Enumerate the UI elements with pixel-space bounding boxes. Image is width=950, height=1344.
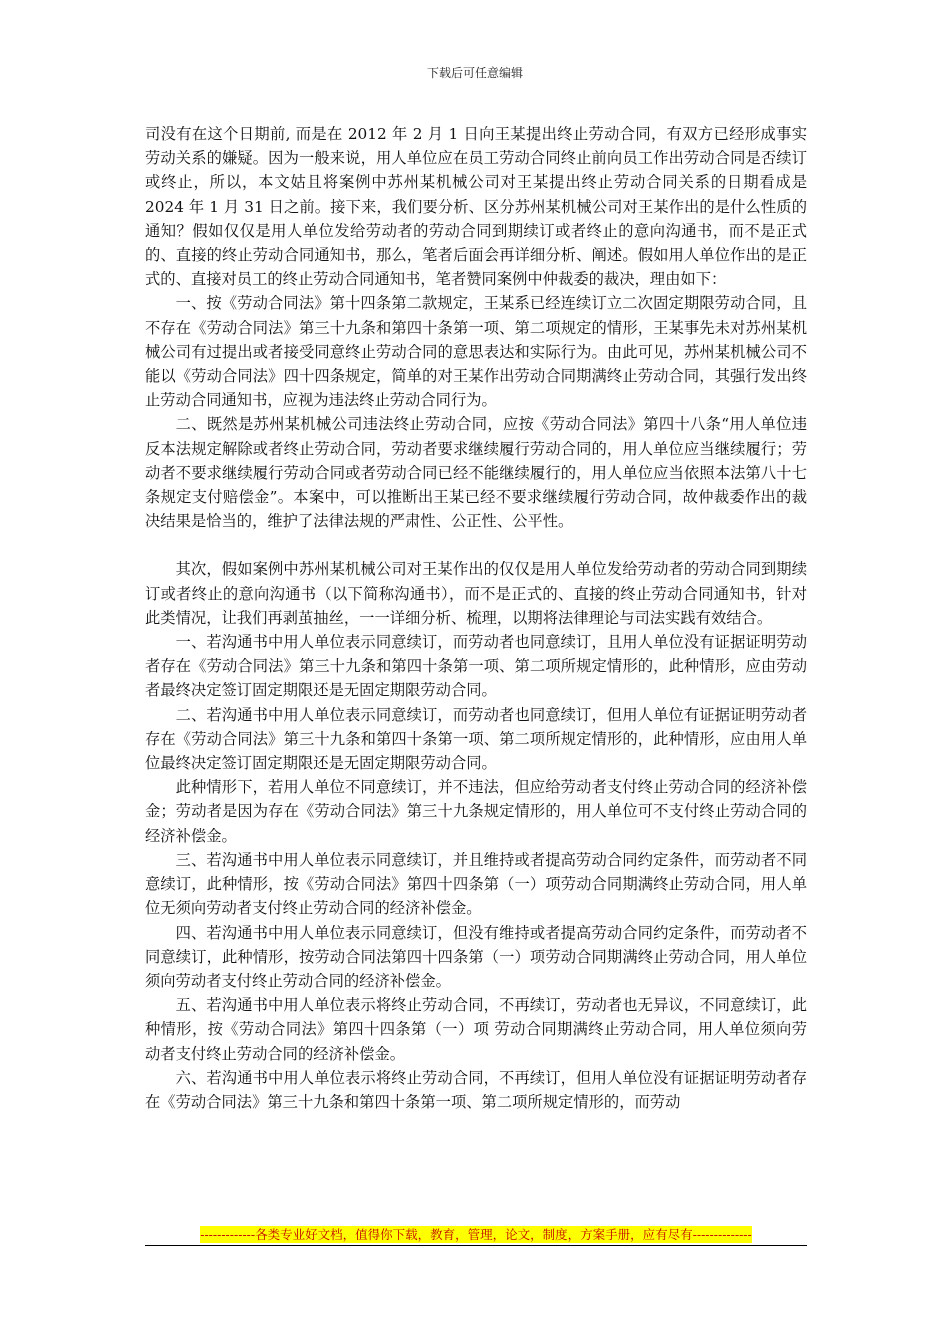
footer-banner	[145, 1226, 807, 1244]
paragraph-2: 一、按《劳动合同法》第十四条第二款规定，王某系已经连续订立二次固定期限劳动合同，且不存在《劳动合同法》第三十九条和第四十条第一项、第二项规定的情形，王某事先未对苏州某机械公司有过提出或者接受同意终止劳动合同的意思表达和实际行为。由此可见，苏州某机械公司不能以《劳动合同法》四十四条规定，简单的对王某作出劳动合同期满终止劳动合同，其强行发出终止劳动合同通知书，应视为违法终止劳动合同行为。	[145, 294, 807, 410]
paragraph-6: 二、若沟通书中用人单位表示同意续订，而劳动者也同意续订，但用人单位有证据证明劳动者存在《劳动合同法》第三十九条和第四十条第一项、第二项所规定情形的，此种情形，应由用人单位最终决定签订固定期限还是无固定期限劳动合同。	[145, 705, 807, 773]
paragraph-7: 此种情形下，若用人单位不同意续订，并不违法，但应给劳动者支付终止劳动合同的经济补偿金；劳动者是因为存在《劳动合同法》第三十九条规定情形的，用人单位可不支付终止劳动合同的经济补偿金。	[145, 778, 807, 845]
footer-banner-text: -------------各类专业好文档，值得你下载，教育，管理，论文，制度，方案手册，应有尽有--------------	[200, 1227, 752, 1242]
paragraph-10: 五、若沟通书中用人单位表示将终止劳动合同，不再续订，劳动者也无异议，不同意续订，此种情形，按《劳动合同法》第四十四条第（一）项 劳动合同期满终止劳动合同，用人单位须向劳动者支付终止劳动合同的经济补偿金。	[145, 996, 807, 1063]
paragraph-11: 六、若沟通书中用人单位表示将终止劳动合同，不再续订，但用人单位没有证据证明劳动者存在《劳动合同法》第三十九条和第四十条第一项、第二项所规定情形的，而劳动	[145, 1068, 807, 1111]
paragraph-1: 司没有在这个日期前, 而是在 2012 年 2 月 1 日向王某提出终止劳动合同，有双方已经形成事实劳动关系的嫌疑。因为一般来说，用人单位应在员工劳动合同终止前向员工作出劳动合同是否续订或终止，所以，本文姑且将案例中苏州某机械公司对王某提出终止劳动合同关系的日期看成是 2024 年 1 月 31 日之前。接下来，我们要分析、区分苏州某机械公司对王某作出的是什么性质的通知？假如仅仅是用人单位发给劳动者的劳动合同到期续订或者终止的意向沟通书，而不是正式的、直接的终止劳动合同通知书，那么，笔者后面会再详细分析、阐述。假如用人单位作出的是正式的、直接对员工的终止劳动合同通知书，笔者赞同案例中仲裁委的裁决，理由如下：	[145, 125, 807, 289]
paragraph-5: 一、若沟通书中用人单位表示同意续订，而劳动者也同意续订，且用人单位没有证据证明劳动者存在《劳动合同法》第三十九条和第四十条第一项、第二项所规定情形的，此种情形，应由劳动者最终决定签订固定期限还是无固定期限劳动合同。	[145, 633, 807, 700]
paragraph-9: 四、若沟通书中用人单位表示同意续订，但没有维持或者提高劳动合同约定条件，而劳动者不同意续订，此种情形，按劳动合同法第四十四条第（一）项劳动合同期满终止劳动合同，用人单位须向劳动者支付终止劳动合同的经济补偿金。	[145, 923, 807, 990]
document-body	[145, 122, 807, 1114]
paragraph-4: 其次，假如案例中苏州某机械公司对王某作出的仅仅是用人单位发给劳动者的劳动合同到期续订或者终止的意向沟通书（以下简称沟通书），而不是正式的、直接的终止劳动合同通知书，针对此类情况，让我们再剥茧抽丝，一一详细分析、梳理，以期将法律理论与司法实践有效结合。	[145, 560, 807, 627]
paragraph-3: 二、既然是苏州某机械公司违法终止劳动合同，应按《劳动合同法》第四十八条“用人单位违反本法规定解除或者终止劳动合同，劳动者要求继续履行劳动合同的，用人单位应当继续履行；劳动者不要求继续履行劳动合同或者劳动合同已经不能继续履行的，用人单位应当依照本法第八十七条规定支付赔偿金”。本案中，可以推断出王某已经不要求继续履行劳动合同，故仲裁委作出的裁决结果是恰当的，维护了法律法规的严肃性、公正性、公平性。	[145, 415, 807, 531]
page-header: 下载后可任意编辑	[426, 66, 523, 80]
paragraph-gap	[145, 533, 807, 557]
paragraph-8: 三、若沟通书中用人单位表示同意续订，并且维持或者提高劳动合同约定条件，而劳动者不同意续订，此种情形，按《劳动合同法》第四十四条第（一）项劳动合同期满终止劳动合同，用人单位无须向劳动者支付终止劳动合同的经济补偿金。	[145, 850, 807, 918]
footer-divider	[145, 1245, 807, 1246]
